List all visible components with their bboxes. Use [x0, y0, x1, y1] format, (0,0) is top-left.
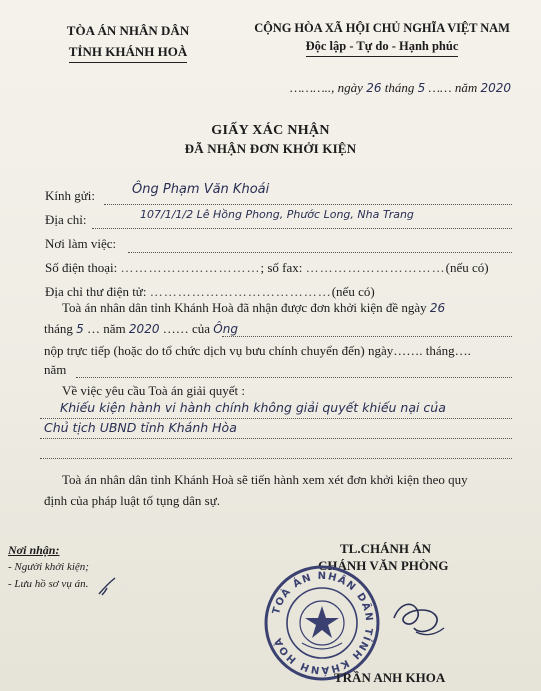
- delivery-line: nộp trực tiếp (hoặc do tổ chức dịch vụ bưu chính chuyển đến) ngày……. tháng….: [44, 343, 471, 358]
- email-row: Địa chỉ thư điện tử: …………………………………(nếu có): [45, 284, 375, 299]
- address-value: 107/1/1/2 Lê Hồng Phong, Phước Long, Nha Trang: [140, 208, 414, 221]
- receipt-year-label: năm: [103, 321, 126, 336]
- email-if-any: (nếu có): [331, 284, 375, 299]
- nation-name: CỘNG HÒA XÃ HỘI CHỦ NGHĨA VIỆT NAM: [254, 21, 510, 35]
- delivery-year-line: [44, 362, 66, 378]
- workplace-dotline: [128, 252, 512, 253]
- request-dotline-2: [40, 438, 512, 439]
- address-row: [45, 212, 87, 228]
- receipt-of-dotline: [222, 336, 512, 337]
- receipt-month-label: tháng: [44, 321, 73, 336]
- addressee-label: Kính gửi:: [45, 188, 96, 203]
- phone-row: Số điện thoại: …………………………; số fax: …………………………(nếu có): [45, 260, 489, 275]
- workplace-label: Nơi làm việc:: [45, 236, 117, 251]
- review-statement-line2: định của pháp luật tố tụng dân sự.: [44, 493, 221, 508]
- court-name-line1: TÒA ÁN NHÂN DÂN: [66, 23, 190, 38]
- national-motto: Độc lập - Tự do - Hạnh phúc: [306, 38, 459, 57]
- handwritten-tick-mark: [96, 576, 118, 598]
- document-title: GIẤY XÁC NHẬN: [211, 123, 330, 138]
- request-label: Về việc yêu cầu Toà án giải quyết :: [62, 383, 245, 398]
- date-prefix: ……….., ngày: [290, 80, 363, 95]
- workplace-row: [45, 236, 116, 252]
- phone-label: Số điện thoại:: [45, 260, 118, 275]
- court-header: [28, 20, 228, 63]
- date-year: 2020: [480, 81, 512, 95]
- receipt-text: Toà án nhân dân tỉnh Khánh Hoà đã nhận được đơn khởi kiện đề ngày: [62, 300, 427, 315]
- request-dotline-1: [40, 418, 512, 419]
- delivery-year-label: năm: [44, 362, 67, 377]
- date-month-label: tháng: [384, 80, 415, 95]
- document-subtitle: ĐÃ NHẬN ĐƠN KHỞI KIỆN: [184, 141, 357, 156]
- seal-ring-text: TOÀ ÁN NHÂN DÂN TỈNH KHÁNH HOÀ: [270, 570, 375, 676]
- review-statement-line1: Toà án nhân dân tỉnh Khánh Hoà sẽ tiến hành xem xét đơn khởi kiện theo quy: [62, 472, 468, 487]
- receipt-statement: [62, 300, 445, 316]
- address-dotline: [92, 228, 512, 229]
- phone-if-any: (nếu có): [445, 260, 489, 275]
- fax-label: ; số fax:: [260, 260, 303, 275]
- nation-header: [232, 20, 532, 57]
- addressee-row: [45, 188, 95, 204]
- date-day: 26: [366, 81, 382, 95]
- addressee-dotline: [104, 204, 512, 205]
- email-label: Địa chỉ thư điện tử:: [45, 284, 147, 299]
- court-name-line2: TỈNH KHÁNH HOÀ: [69, 41, 187, 63]
- receipt-day: 26: [429, 301, 446, 315]
- request-line-2: Chủ tịch UBND tỉnh Khánh Hòa: [44, 420, 237, 435]
- document-date: ……….., ngày 26 tháng 5 …… năm 2020: [290, 80, 512, 95]
- delivery-year-dotline: [76, 377, 512, 378]
- request-line-1: Khiếu kiện hành vi hành chính không giải quyết khiếu nại của: [60, 400, 446, 415]
- recipient-item: - Lưu hồ sơ vụ án.: [8, 578, 89, 590]
- handwritten-signature: [388, 588, 448, 648]
- recipient-item: - Người khởi kiện;: [8, 561, 89, 573]
- addressee-value: Ông Phạm Văn Khoái: [132, 182, 270, 197]
- receipt-month: 5: [76, 322, 84, 336]
- date-month: 5: [417, 81, 426, 95]
- signer-role-2: CHÁNH VĂN PHÒNG: [318, 558, 449, 573]
- address-label: Địa chỉ:: [45, 212, 87, 227]
- court-seal-stamp: [262, 563, 382, 683]
- receipt-of-value: Ông: [213, 322, 238, 336]
- receipt-year: 2020: [128, 322, 160, 336]
- signer-role-1: TL.CHÁNH ÁN: [340, 541, 432, 556]
- signer-name: TRẦN ANH KHOA: [334, 670, 446, 685]
- receipt-date-line: tháng 5 … năm 2020 …… của Ông: [44, 321, 238, 336]
- date-year-label: năm: [454, 80, 478, 95]
- recipients-title: Nơi nhận:: [8, 543, 60, 557]
- request-dotline-3: [40, 458, 512, 459]
- receipt-of-label: của: [191, 321, 211, 336]
